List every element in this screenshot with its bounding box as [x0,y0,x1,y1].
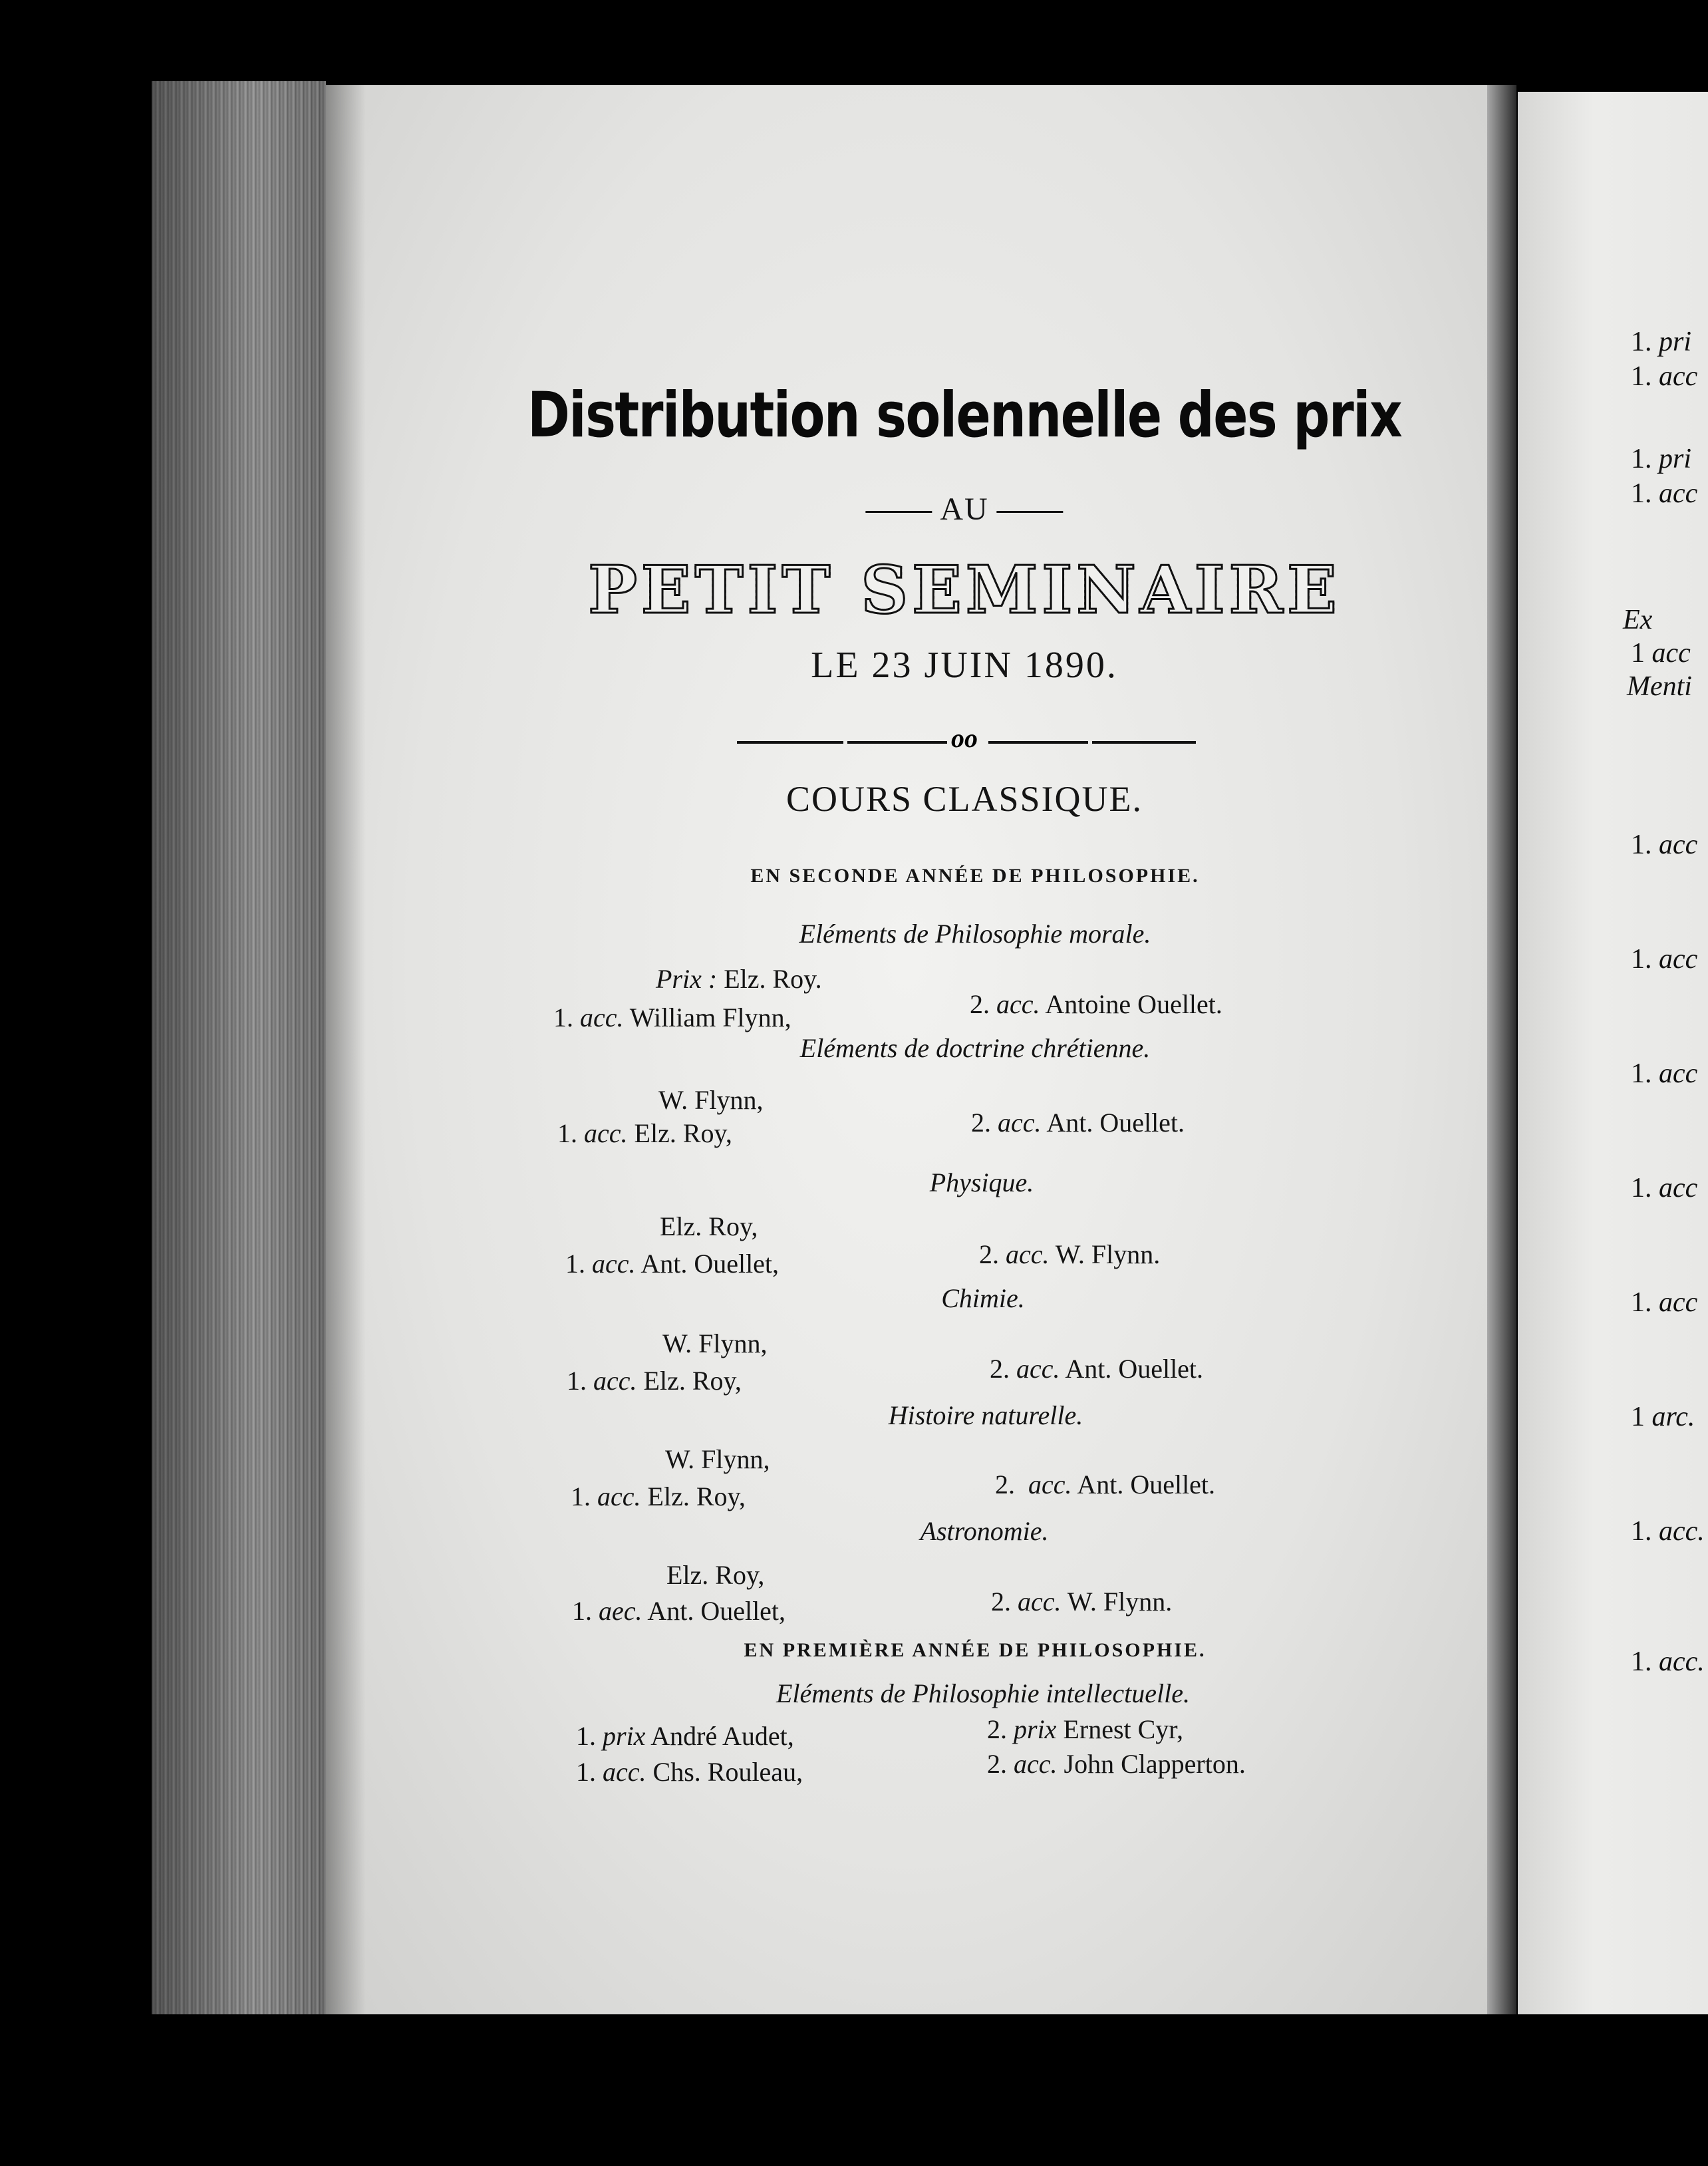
facing-line: 1 arc. [1631,1402,1695,1432]
accessit-row: 1. acc. Elz. Roy, [571,1481,746,1511]
au-line [857,491,1071,528]
rule-right [997,511,1064,513]
course-title: COURS CLASSIQUE. [785,779,1143,819]
facing-line: 1. acc [1631,478,1698,509]
accessit-row: 2. acc. Antoine Ouellet. [970,989,1222,1019]
facing-line: 1. acc. [1631,1646,1705,1677]
accessit-row: 2. acc. Ant. Ouellet. [990,1354,1204,1384]
prize-row: 2. prix Ernest Cyr, [987,1714,1184,1744]
rule-left [865,511,932,513]
facing-line: Menti [1627,671,1692,702]
accessit-row: 2. acc. W. Flynn. [979,1239,1161,1269]
subject-title: Eléments de Philosophie morale. [799,919,1151,949]
accessit-row: 2. acc. Ant. Ouellet. [995,1470,1216,1499]
facing-line: 1. acc [1631,361,1698,392]
prize-row: 1. prix André Audet, [576,1721,794,1751]
section-heading: EN PREMIÈRE ANNÉE DE PHILOSOPHIE. [744,1639,1207,1661]
accessit-row: 1. aec. Ant. Ouellet, [572,1596,786,1626]
accessit-row: 2. acc. Ant. Ouellet. [971,1108,1185,1138]
accessit-row: 2. acc. W. Flynn. [991,1587,1173,1617]
divider-bar [737,741,843,744]
facing-line: 1. pri [1631,327,1692,357]
accessit-row: 1. acc. William Flynn, [553,1003,791,1032]
prize-row: Elz. Roy, [660,1211,758,1241]
subject-title: Astronomie. [920,1516,1049,1546]
subject-title: Chimie. [941,1283,1025,1313]
prix-name: Elz. Roy. [724,964,822,994]
facing-line: 1. acc [1631,1173,1698,1203]
ornamental-divider [737,723,1196,753]
accessit-row: 1. acc. Chs. Rouleau, [576,1757,803,1787]
accessit-row: 2. acc. John Clapperton. [987,1749,1246,1779]
book-gutter [1487,85,1516,2014]
accessit-row: 1. acc. Elz. Roy, [557,1118,732,1148]
prix-label: Prix : [656,964,718,994]
facing-line: 1. acc [1631,944,1698,975]
date-line: LE 23 JUIN 1890. [811,645,1118,686]
prize-row: W. Flynn, [658,1085,764,1115]
divider-ornament: oo [951,723,978,753]
subject-title: Physique. [929,1167,1034,1197]
divider-bar [988,741,1088,744]
facing-line: 1. acc. [1631,1516,1705,1547]
facing-line: 1. pri [1631,444,1692,474]
institution-text: PETIT SEMINAIRE [588,552,1341,629]
divider-bar [1092,741,1196,744]
prize-row [656,963,822,995]
subject-title: Eléments de Philosophie intellectuelle. [776,1678,1191,1708]
document-title: Distribution solennelle des prix [527,379,1402,452]
facing-line: 1 acc [1631,638,1691,669]
facing-line: 1. acc [1631,830,1698,860]
subject-title: Eléments de doctrine chrétienne. [799,1033,1151,1063]
au-text: AU [940,492,989,527]
facing-line: 1. acc [1631,1058,1698,1089]
facing-line: Ex [1623,605,1653,635]
prize-row: W. Flynn, [665,1444,770,1474]
book-fore-edge [152,81,326,2014]
facing-line: 1. acc [1631,1287,1698,1318]
facing-page [1518,92,1708,2014]
accessit-row: 1. acc. Ant. Ouellet, [565,1249,780,1279]
section-heading: EN SECONDE ANNÉE DE PHILOSOPHIE. [750,865,1200,887]
prize-row: W. Flynn, [662,1328,768,1358]
subject-title: Histoire naturelle. [888,1400,1083,1430]
prize-row: Elz. Roy, [666,1560,765,1590]
page-shadow [326,85,366,2014]
divider-bar [847,741,947,744]
institution-name [588,552,1341,629]
accessit-row: 1. acc. Elz. Roy, [567,1366,742,1396]
